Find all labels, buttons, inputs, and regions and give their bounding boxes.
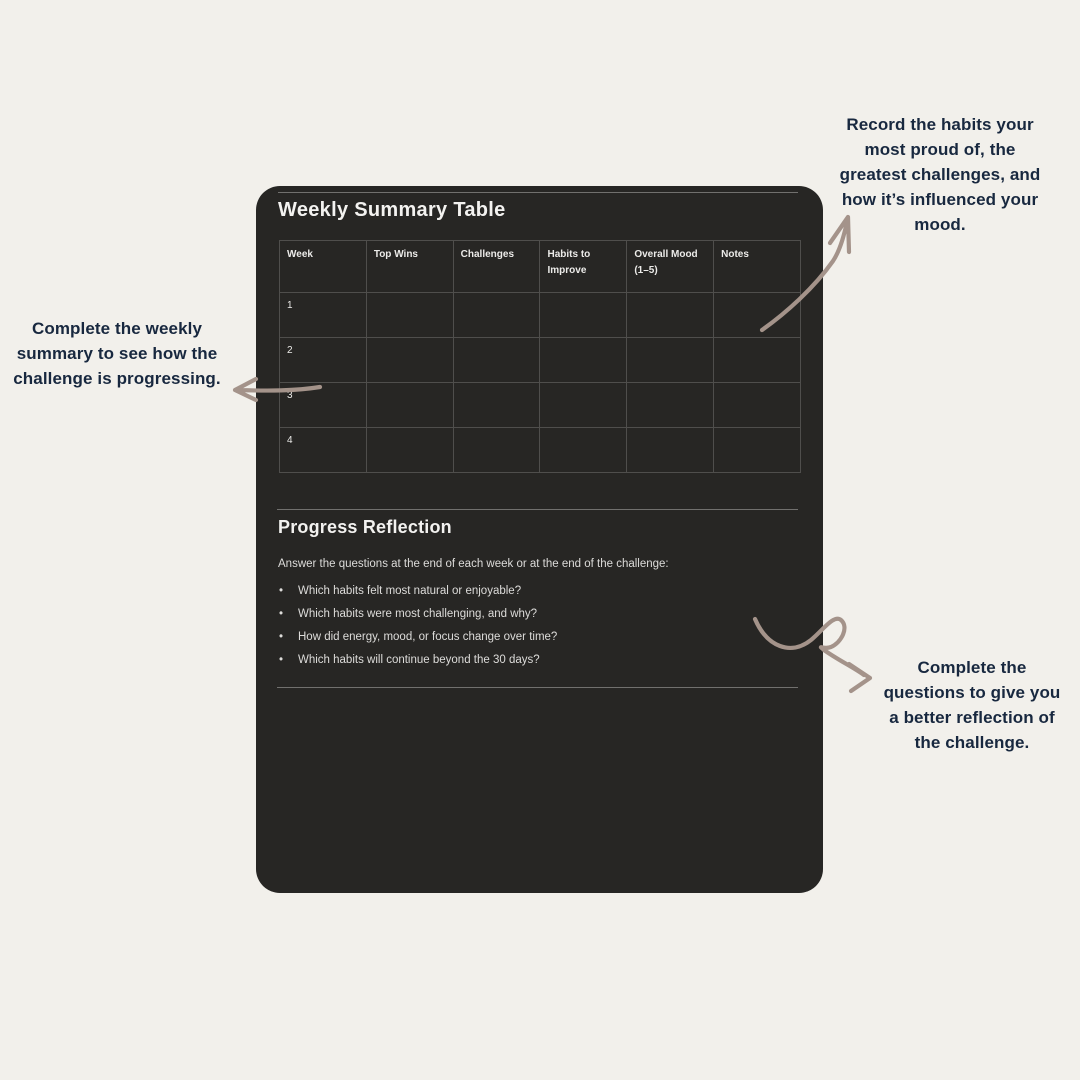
text-line: a better reflection of	[889, 708, 1055, 727]
text-line: how it’s influenced your	[841, 190, 1039, 209]
empty-entry-cell	[627, 293, 714, 338]
reflection-top-divider	[277, 509, 798, 510]
table-row	[280, 383, 801, 428]
reflection-bullet-list	[279, 585, 789, 677]
bullet-icon: •	[279, 585, 284, 597]
reflection-bottom-divider	[277, 687, 798, 688]
empty-entry-cell	[453, 383, 540, 428]
progress-reflection-title: Progress Reflection	[278, 517, 452, 537]
planner-page-card	[256, 186, 823, 893]
empty-entry-cell	[453, 293, 540, 338]
reflection-question-text: Which habits felt most natural or enjoyable?	[298, 585, 522, 597]
column-header: Overall Mood (1–5)	[627, 241, 714, 293]
text-line: most proud of, the	[864, 140, 1016, 159]
empty-entry-cell	[366, 383, 453, 428]
column-header: Habits to Improve	[540, 241, 627, 293]
text-line: summary to see how the	[16, 344, 218, 363]
empty-entry-cell	[540, 383, 627, 428]
empty-entry-cell	[540, 338, 627, 383]
bullet-icon: •	[279, 654, 284, 666]
reflection-question	[279, 608, 789, 621]
text-line: greatest challenges, and	[839, 165, 1041, 184]
text-line: Complete the weekly	[31, 319, 203, 338]
progress-reflection-intro: Answer the questions at the end of each week or at the end of the challenge:	[278, 558, 669, 570]
empty-entry-cell	[453, 338, 540, 383]
empty-entry-cell	[714, 293, 801, 338]
summary-table-header-row	[280, 241, 801, 293]
weekly-summary-table	[279, 240, 801, 473]
empty-entry-cell	[627, 383, 714, 428]
reflection-question-text: Which habits will continue beyond the 30 days?	[298, 654, 540, 666]
empty-entry-cell	[627, 338, 714, 383]
text-line: questions to give you	[883, 683, 1061, 702]
annotation-complete-questions	[858, 655, 1080, 755]
column-header: Week	[280, 241, 367, 293]
top-section-divider	[278, 192, 798, 193]
summary-table-body	[280, 293, 801, 473]
weekly-summary-title: Weekly Summary Table	[278, 199, 506, 221]
annotation-record-habits	[818, 112, 1062, 237]
week-label-cell: 3	[280, 383, 367, 428]
empty-entry-cell	[714, 383, 801, 428]
reflection-question-text: Which habits were most challenging, and why?	[298, 608, 538, 620]
table-row	[280, 338, 801, 383]
empty-entry-cell	[366, 428, 453, 473]
empty-entry-cell	[366, 338, 453, 383]
text-line: Complete the	[917, 658, 1027, 677]
column-header: Notes	[714, 241, 801, 293]
empty-entry-cell	[540, 293, 627, 338]
empty-entry-cell	[714, 428, 801, 473]
bullet-icon: •	[279, 631, 284, 643]
empty-entry-cell	[453, 428, 540, 473]
week-label-cell: 2	[280, 338, 367, 383]
annotation-complete-summary	[2, 316, 232, 391]
table-row	[280, 428, 801, 473]
empty-entry-cell	[627, 428, 714, 473]
reflection-question	[279, 585, 789, 598]
empty-entry-cell	[366, 293, 453, 338]
reflection-question-text: How did energy, mood, or focus change over time?	[298, 631, 558, 643]
column-header: Challenges	[453, 241, 540, 293]
week-label-cell: 1	[280, 293, 367, 338]
week-label-cell: 4	[280, 428, 367, 473]
bullet-icon: •	[279, 608, 284, 620]
column-header: Top Wins	[366, 241, 453, 293]
text-line: the challenge.	[914, 733, 1030, 752]
reflection-question	[279, 631, 789, 644]
table-row	[280, 293, 801, 338]
reflection-question	[279, 654, 789, 667]
empty-entry-cell	[714, 338, 801, 383]
empty-entry-cell	[540, 428, 627, 473]
text-line: mood.	[914, 215, 966, 234]
text-line: Record the habits your	[846, 115, 1034, 134]
text-line: challenge is progressing.	[13, 369, 221, 388]
